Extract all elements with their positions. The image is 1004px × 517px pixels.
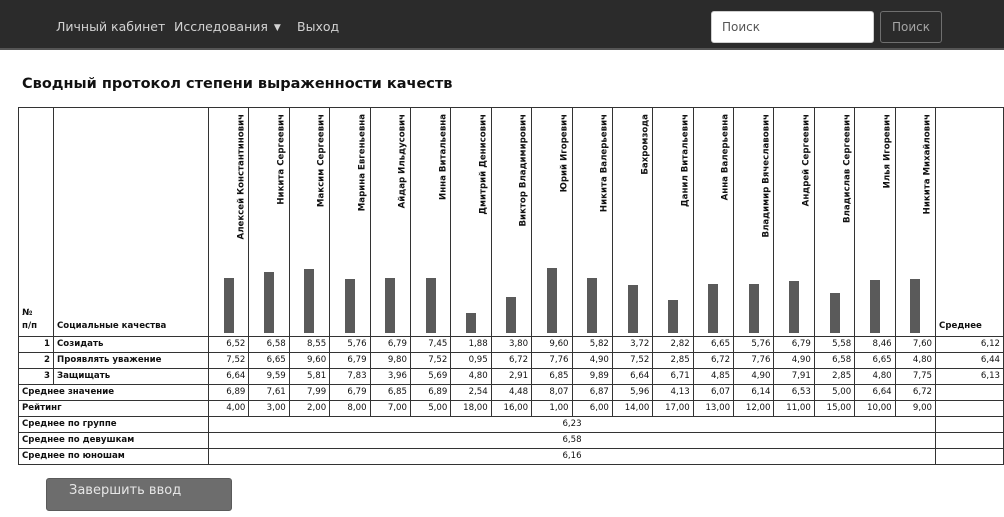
score-cell: 4,80 — [855, 369, 895, 385]
score-cell: 6,72 — [693, 353, 733, 369]
participant-name: Айдар Ильдусович — [397, 114, 408, 209]
score-cell: 2,82 — [653, 337, 693, 353]
mean-row-cell: 4,13 — [653, 385, 693, 401]
mean-row-cell: 2,54 — [451, 385, 491, 401]
participant-header — [209, 108, 249, 337]
score-cell: 2,85 — [814, 369, 854, 385]
participant-name: Владислав Сергеевич — [842, 114, 853, 224]
page-title: Сводный протокол степени выраженности качеств — [22, 76, 453, 92]
quality-index: 3 — [19, 369, 54, 385]
participant-bar — [264, 272, 274, 333]
participant-header — [774, 108, 814, 337]
participant-header — [410, 108, 450, 337]
quality-name: Созидать — [54, 337, 209, 353]
score-cell: 9,89 — [572, 369, 612, 385]
rating-row-cell: 6,00 — [572, 401, 612, 417]
score-cell: 6,79 — [774, 337, 814, 353]
quality-average: 6,13 — [936, 369, 1004, 385]
participant-bar — [628, 285, 638, 333]
index-header: № п/п — [19, 108, 54, 337]
participant-name: Юрий Игоревич — [559, 114, 570, 193]
participant-header — [895, 108, 935, 337]
mean-row-cell: 8,07 — [532, 385, 572, 401]
group-average-label: Среднее по девушкам — [19, 433, 209, 449]
rating-row-cell: 16,00 — [491, 401, 531, 417]
quality-index: 1 — [19, 337, 54, 353]
score-cell: 5,76 — [330, 337, 370, 353]
score-cell: 9,80 — [370, 353, 410, 369]
participant-name: Максим Сергеевич — [316, 114, 327, 208]
caret-down-icon: ▼ — [273, 23, 281, 33]
group-average-row — [19, 449, 1004, 465]
nav-research-label: Исследования — [174, 19, 268, 34]
participant-name: Никита Сергеевич — [276, 114, 287, 205]
score-cell: 7,52 — [209, 353, 249, 369]
score-cell: 4,80 — [451, 369, 491, 385]
rating-row-cell: 4,00 — [209, 401, 249, 417]
score-cell: 6,72 — [491, 353, 531, 369]
rating-row-cell: 14,00 — [612, 401, 652, 417]
group-average-value: 6,58 — [209, 433, 936, 449]
mean-row-cell: 6,53 — [774, 385, 814, 401]
rating-row-cell: 1,00 — [532, 401, 572, 417]
rating-row-cell: 13,00 — [693, 401, 733, 417]
score-cell: 6,79 — [370, 337, 410, 353]
participant-bar — [749, 284, 759, 333]
top-navbar — [0, 0, 1004, 50]
rating-row-label: Рейтинг — [19, 401, 209, 417]
score-cell: 6,85 — [532, 369, 572, 385]
nav-cabinet-link[interactable]: Личный кабинет — [56, 19, 166, 34]
score-cell: 6,71 — [653, 369, 693, 385]
participant-bar — [870, 280, 880, 333]
score-cell: 7,76 — [532, 353, 572, 369]
participant-header — [532, 108, 572, 337]
score-cell: 7,45 — [410, 337, 450, 353]
rating-row-cell: 3,00 — [249, 401, 289, 417]
score-cell: 7,52 — [612, 353, 652, 369]
participant-name: Анна Валерьевна — [720, 114, 731, 201]
group-average-value: 6,16 — [209, 449, 936, 465]
average-header: Среднее — [936, 108, 1004, 337]
score-cell: 9,60 — [532, 337, 572, 353]
score-cell: 6,79 — [330, 353, 370, 369]
quality-name: Проявлять уважение — [54, 353, 209, 369]
group-average-row — [19, 433, 1004, 449]
rating-row-cell: 8,00 — [330, 401, 370, 417]
score-cell: 5,76 — [734, 337, 774, 353]
mean-row-cell: 6,89 — [410, 385, 450, 401]
participant-header — [370, 108, 410, 337]
mean-row-cell: 7,99 — [289, 385, 329, 401]
quality-row — [19, 337, 1004, 353]
mean-row-cell: 5,96 — [612, 385, 652, 401]
participant-bar — [426, 278, 436, 333]
finish-input-button[interactable]: Завершить ввод — [46, 478, 232, 511]
participant-name: Владимир Вячеславович — [761, 114, 772, 238]
mean-row-cell: 6,72 — [895, 385, 935, 401]
score-cell: 4,90 — [734, 369, 774, 385]
score-cell: 6,58 — [814, 353, 854, 369]
score-cell: 5,69 — [410, 369, 450, 385]
participant-bar — [587, 278, 597, 333]
score-cell: 6,64 — [209, 369, 249, 385]
search-input[interactable] — [711, 11, 874, 43]
participant-header — [451, 108, 491, 337]
mean-row-cell: 6,14 — [734, 385, 774, 401]
participant-name: Дмитрий Денисович — [478, 114, 489, 215]
rating-row-cell: 10,00 — [855, 401, 895, 417]
rating-row — [19, 401, 1004, 417]
group-average-empty — [936, 433, 1004, 449]
participant-bar — [547, 268, 557, 333]
score-cell: 3,72 — [612, 337, 652, 353]
group-average-row — [19, 417, 1004, 433]
quality-row — [19, 369, 1004, 385]
participant-header — [572, 108, 612, 337]
score-cell: 8,46 — [855, 337, 895, 353]
score-cell: 3,80 — [491, 337, 531, 353]
mean-row-label: Среднее значение — [19, 385, 209, 401]
participant-header — [814, 108, 854, 337]
score-cell: 2,85 — [653, 353, 693, 369]
score-cell: 6,65 — [855, 353, 895, 369]
score-cell: 5,82 — [572, 337, 612, 353]
group-average-value: 6,23 — [209, 417, 936, 433]
quality-average: 6,44 — [936, 353, 1004, 369]
participant-name: Виктор Владимирович — [518, 114, 529, 227]
rating-row-cell: 7,00 — [370, 401, 410, 417]
participant-bar — [830, 293, 840, 333]
score-cell: 7,76 — [734, 353, 774, 369]
rating-row-cell: 11,00 — [774, 401, 814, 417]
participant-header — [855, 108, 895, 337]
mean-row-cell: 6,85 — [370, 385, 410, 401]
score-cell: 5,81 — [289, 369, 329, 385]
participant-name: Никита Валерьевич — [599, 114, 610, 213]
score-cell: 4,90 — [774, 353, 814, 369]
mean-row-cell: 6,64 — [855, 385, 895, 401]
participant-name: Данил Витальевич — [680, 114, 691, 207]
mean-row-cell: 4,48 — [491, 385, 531, 401]
score-cell: 9,60 — [289, 353, 329, 369]
mean-row — [19, 385, 1004, 401]
participant-bar — [345, 279, 355, 333]
participant-name: Марина Евгеньевна — [357, 114, 368, 212]
mean-row-cell: 6,79 — [330, 385, 370, 401]
score-cell: 6,64 — [612, 369, 652, 385]
score-cell: 9,59 — [249, 369, 289, 385]
participant-name: Илья Игоревич — [882, 114, 893, 189]
rating-row-cell: 2,00 — [289, 401, 329, 417]
participant-header — [693, 108, 733, 337]
nav-logout-link[interactable]: Выход — [297, 19, 340, 34]
score-cell: 1,88 — [451, 337, 491, 353]
mean-row-cell: 6,87 — [572, 385, 612, 401]
score-cell: 5,58 — [814, 337, 854, 353]
participant-bar — [466, 313, 476, 333]
search-button[interactable]: Поиск — [880, 11, 942, 43]
participant-header — [734, 108, 774, 337]
participant-header — [491, 108, 531, 337]
participant-name: Инна Витальевна — [438, 114, 449, 200]
participant-bar — [708, 284, 718, 333]
score-cell: 6,52 — [209, 337, 249, 353]
mean-row-empty — [936, 385, 1004, 401]
mean-row-cell: 6,07 — [693, 385, 733, 401]
rating-row-cell: 18,00 — [451, 401, 491, 417]
rating-row-empty — [936, 401, 1004, 417]
rating-row-cell: 9,00 — [895, 401, 935, 417]
mean-row-cell: 6,89 — [209, 385, 249, 401]
score-cell: 4,85 — [693, 369, 733, 385]
rating-row-cell: 5,00 — [410, 401, 450, 417]
participant-bar — [668, 300, 678, 333]
score-cell: 7,83 — [330, 369, 370, 385]
participant-name: Андрей Сергеевич — [801, 114, 812, 207]
participant-header — [330, 108, 370, 337]
score-cell: 7,60 — [895, 337, 935, 353]
participant-bar — [304, 269, 314, 333]
rating-row-cell: 15,00 — [814, 401, 854, 417]
participant-bar — [789, 281, 799, 333]
participant-name: Никита Михайлович — [922, 114, 933, 215]
group-average-label: Среднее по группе — [19, 417, 209, 433]
mean-row-cell: 5,00 — [814, 385, 854, 401]
score-cell: 0,95 — [451, 353, 491, 369]
quality-average: 6,12 — [936, 337, 1004, 353]
score-cell: 7,91 — [774, 369, 814, 385]
quality-header: Социальные качества — [54, 108, 209, 337]
group-average-label: Среднее по юношам — [19, 449, 209, 465]
quality-index: 2 — [19, 353, 54, 369]
table-header-row — [19, 108, 1004, 337]
participant-bar — [506, 297, 516, 333]
score-cell: 6,58 — [249, 337, 289, 353]
rating-row-cell: 17,00 — [653, 401, 693, 417]
mean-row-cell: 7,61 — [249, 385, 289, 401]
participant-bar — [910, 279, 920, 333]
score-cell: 7,75 — [895, 369, 935, 385]
rating-row-cell: 12,00 — [734, 401, 774, 417]
score-cell: 4,80 — [895, 353, 935, 369]
quality-name: Защищать — [54, 369, 209, 385]
participant-bar — [385, 278, 395, 333]
group-average-empty — [936, 449, 1004, 465]
score-cell: 4,90 — [572, 353, 612, 369]
participant-header — [249, 108, 289, 337]
score-cell: 7,52 — [410, 353, 450, 369]
participant-name: Алексей Константинович — [236, 114, 247, 240]
nav-research-dropdown[interactable] — [174, 19, 281, 34]
participant-header — [612, 108, 652, 337]
quality-row — [19, 353, 1004, 369]
participant-name: Бахромзода — [640, 114, 651, 175]
score-cell: 2,91 — [491, 369, 531, 385]
score-cell: 6,65 — [693, 337, 733, 353]
participant-bar — [224, 278, 234, 333]
score-cell: 6,65 — [249, 353, 289, 369]
summary-protocol-table — [18, 107, 1004, 465]
group-average-empty — [936, 417, 1004, 433]
participant-header — [653, 108, 693, 337]
participant-header — [289, 108, 329, 337]
score-cell: 8,55 — [289, 337, 329, 353]
score-cell: 3,96 — [370, 369, 410, 385]
